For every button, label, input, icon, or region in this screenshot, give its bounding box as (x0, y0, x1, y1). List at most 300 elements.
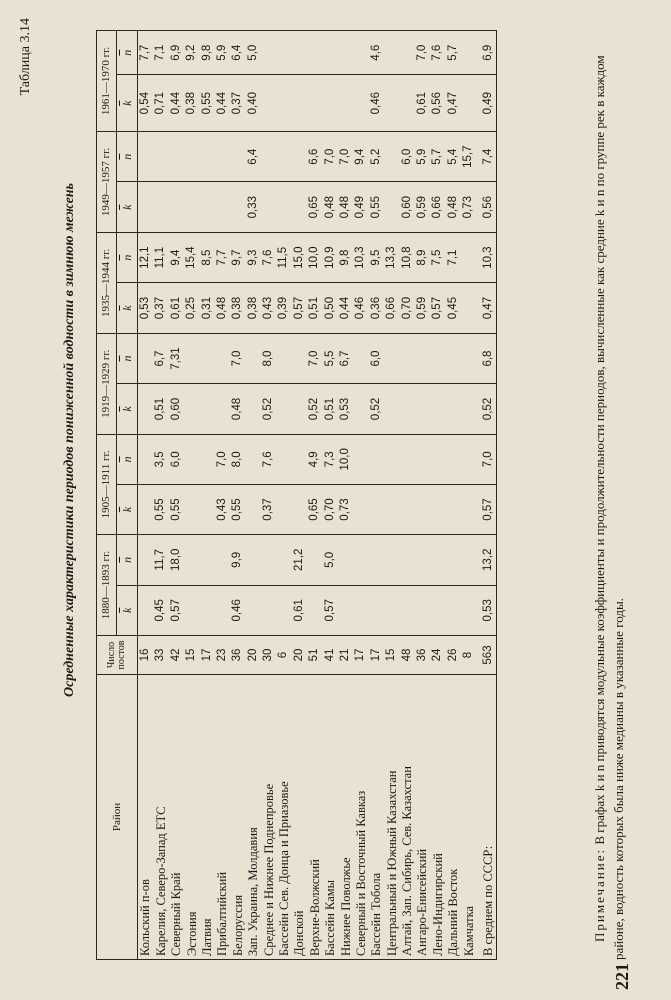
k-value-cell: 0,56 (430, 75, 445, 132)
note-label: Примечание: (592, 847, 607, 942)
n-value-cell: 15,0 (292, 232, 307, 282)
table-row (184, 31, 199, 960)
stations-cell: 51 (307, 636, 322, 675)
n-value-cell (430, 434, 445, 484)
k-value-cell: 0,65 (307, 182, 322, 232)
k-value-cell: 0,54 (138, 75, 154, 132)
k-value-cell (200, 484, 215, 534)
table-row (307, 31, 322, 960)
k-value-cell (400, 585, 415, 635)
k-value-cell: 0,44 (215, 75, 230, 132)
k-value-cell (215, 182, 230, 232)
stations-cell: 24 (430, 636, 445, 675)
k-value-cell: 0,55 (153, 484, 168, 534)
n-value-cell: 10,3 (353, 232, 368, 282)
k-value-cell (369, 484, 384, 534)
n-value-cell: 5,9 (415, 131, 430, 181)
header-k-symbol: $\overline{k}$ (120, 305, 134, 311)
k-value-cell (384, 585, 399, 635)
k-value-cell (169, 182, 184, 232)
stations-cell: 30 (261, 636, 276, 675)
k-value-cell (215, 585, 230, 635)
k-value-cell: 0,50 (323, 283, 338, 333)
k-value-cell: 0,46 (353, 283, 368, 333)
k-value-cell (200, 384, 215, 434)
k-value-cell: 0,51 (153, 384, 168, 434)
k-value-cell: 0,43 (215, 484, 230, 534)
n-value-cell: 21,2 (292, 535, 307, 585)
header-n (117, 535, 138, 585)
n-value-cell: 5,7 (430, 131, 445, 181)
stations-cell: 23 (215, 636, 230, 675)
k-value-cell (230, 182, 245, 232)
n-value-cell: 7,3 (323, 434, 338, 484)
stations-cell: 17 (353, 636, 368, 675)
region-cell: Белоруссия (230, 675, 245, 960)
n-value-cell (415, 333, 430, 383)
header-k (117, 484, 138, 534)
region-cell: Латвия (200, 675, 215, 960)
k-value-cell: 0,37 (230, 75, 245, 132)
k-value-cell: 0,44 (169, 75, 184, 132)
n-value-cell: 8,0 (230, 434, 245, 484)
k-value-cell: 0,48 (323, 182, 338, 232)
n-value-cell (184, 434, 199, 484)
k-value-cell (353, 585, 368, 635)
k-value-cell (353, 75, 368, 132)
header-n (117, 131, 138, 181)
k-value-cell: 0,57 (169, 585, 184, 635)
k-value-cell (292, 484, 307, 534)
n-value-cell (184, 333, 199, 383)
n-value-cell: 9,4 (169, 232, 184, 282)
n-value-cell: 6,7 (153, 333, 168, 383)
n-value-cell (215, 333, 230, 383)
region-cell: Бассейн Сев. Донца и Приазовье (277, 675, 292, 960)
k-value-cell (461, 283, 476, 333)
region-cell: Центральный и Южный Казахстан (384, 675, 399, 960)
k-value-cell: 0,55 (169, 484, 184, 534)
table-label: Таблица 3.14 (18, 18, 33, 96)
region-cell: Северный и Восточный Кавказ (353, 675, 368, 960)
n-value-cell: 11,5 (277, 232, 292, 282)
table-row (415, 31, 430, 960)
n-value-cell (353, 434, 368, 484)
k-value-cell: 0,73 (461, 182, 476, 232)
region-cell: Среднее и Нижнее Поднепровье (261, 675, 276, 960)
k-value-cell: 0,60 (169, 384, 184, 434)
k-value-cell: 0,47 (477, 283, 497, 333)
k-value-cell: 0,46 (369, 75, 384, 132)
k-value-cell: 0,37 (261, 484, 276, 534)
n-value-cell: 12,1 (138, 232, 154, 282)
k-value-cell: 0,59 (415, 283, 430, 333)
k-value-cell (353, 484, 368, 534)
n-value-cell (353, 31, 368, 75)
n-value-cell: 7,5 (430, 232, 445, 282)
stations-cell: 26 (446, 636, 461, 675)
n-value-cell (353, 535, 368, 585)
header-k (117, 75, 138, 132)
stations-cell: 48 (400, 636, 415, 675)
header-k (117, 384, 138, 434)
k-value-cell: 0,37 (153, 283, 168, 333)
k-value-cell (430, 384, 445, 434)
n-value-cell (200, 535, 215, 585)
table-row (277, 31, 292, 960)
k-value-cell (384, 182, 399, 232)
header-n (117, 333, 138, 383)
n-value-cell: 10,3 (477, 232, 497, 282)
table-note (590, 30, 628, 960)
k-value-cell: 0,57 (477, 484, 497, 534)
region-cell: Бассейн Камы (323, 675, 338, 960)
n-value-cell (169, 131, 184, 181)
k-value-cell (323, 75, 338, 132)
k-value-cell (184, 484, 199, 534)
k-value-cell (261, 75, 276, 132)
n-value-cell: 13,3 (384, 232, 399, 282)
k-value-cell: 0,52 (477, 384, 497, 434)
k-value-cell (277, 384, 292, 434)
k-value-cell: 0,53 (138, 283, 154, 333)
n-value-cell: 5,0 (323, 535, 338, 585)
n-value-cell: 3,5 (153, 434, 168, 484)
n-value-cell (461, 434, 476, 484)
k-value-cell: 0,36 (369, 283, 384, 333)
table-row (353, 31, 368, 960)
n-value-cell (415, 434, 430, 484)
k-value-cell (369, 585, 384, 635)
k-value-cell (430, 585, 445, 635)
k-value-cell: 0,48 (215, 283, 230, 333)
k-value-cell: 0,57 (430, 283, 445, 333)
k-value-cell (246, 484, 261, 534)
k-value-cell (277, 484, 292, 534)
k-value-cell: 0,25 (184, 283, 199, 333)
k-value-cell (400, 75, 415, 132)
header-k-symbol: $\overline{k}$ (120, 607, 134, 613)
k-value-cell (461, 75, 476, 132)
k-value-cell (400, 384, 415, 434)
n-value-cell: 7,7 (215, 232, 230, 282)
stations-cell: 15 (184, 636, 199, 675)
table-row (369, 31, 384, 960)
region-cell: Эстония (184, 675, 199, 960)
n-value-cell (307, 535, 322, 585)
header-k-symbol: $\overline{k}$ (120, 506, 134, 513)
n-value-cell: 8,5 (200, 232, 215, 282)
region-cell: Зап. Украина, Молдавия (246, 675, 261, 960)
k-value-cell: 0,45 (153, 585, 168, 635)
k-value-cell: 0,66 (430, 182, 445, 232)
stations-cell: 20 (246, 636, 261, 675)
header-n-symbol: $\overline{n}$ (120, 153, 134, 160)
k-value-cell: 0,52 (261, 384, 276, 434)
k-value-cell: 0,51 (307, 283, 322, 333)
n-value-cell (307, 31, 322, 75)
k-value-cell: 0,38 (230, 283, 245, 333)
k-value-cell (153, 182, 168, 232)
region-cell: В среднем по СССР: (477, 675, 497, 960)
n-value-cell (292, 333, 307, 383)
k-value-cell (338, 75, 353, 132)
n-value-cell: 6,7 (338, 333, 353, 383)
n-value-cell (200, 131, 215, 181)
k-value-cell: 0,48 (338, 182, 353, 232)
table-row (138, 31, 154, 960)
n-value-cell: 6,8 (477, 333, 497, 383)
table-row (200, 31, 215, 960)
n-value-cell (353, 333, 368, 383)
n-value-cell (338, 31, 353, 75)
k-value-cell (200, 182, 215, 232)
table-row (246, 31, 261, 960)
k-value-cell (415, 484, 430, 534)
region-cell: Карелия, Северо-Запад ЕТС (153, 675, 168, 960)
n-value-cell (461, 535, 476, 585)
header-n-symbol: $\overline{n}$ (120, 355, 134, 362)
n-value-cell: 13,2 (477, 535, 497, 585)
n-value-cell: 7,4 (477, 131, 497, 181)
header-n (117, 434, 138, 484)
header-period: 1961—1970 гг. (97, 31, 117, 132)
stations-cell: 563 (477, 636, 497, 675)
header-period: 1880—1893 гг. (97, 535, 117, 636)
k-value-cell: 0,48 (230, 384, 245, 434)
n-value-cell: 15,4 (184, 232, 199, 282)
k-value-cell (246, 384, 261, 434)
k-value-cell (138, 384, 154, 434)
n-value-cell: 4,6 (369, 31, 384, 75)
k-value-cell (446, 484, 461, 534)
header-n (117, 31, 138, 75)
table-row (292, 31, 307, 960)
stations-cell: 17 (369, 636, 384, 675)
k-value-cell: 0,53 (338, 384, 353, 434)
table-row (430, 31, 445, 960)
k-value-cell (277, 75, 292, 132)
n-value-cell (369, 434, 384, 484)
n-value-cell: 9,7 (230, 232, 245, 282)
k-value-cell (246, 585, 261, 635)
n-value-cell: 5,0 (246, 31, 261, 75)
n-value-cell (384, 434, 399, 484)
k-value-cell: 0,39 (277, 283, 292, 333)
k-value-cell (307, 75, 322, 132)
k-value-cell (338, 585, 353, 635)
header-n (117, 232, 138, 282)
k-value-cell: 0,60 (400, 182, 415, 232)
n-value-cell: 9,3 (246, 232, 261, 282)
n-value-cell: 11,7 (153, 535, 168, 585)
table-row (169, 31, 184, 960)
data-table (96, 30, 497, 960)
n-value-cell (446, 333, 461, 383)
region-cell: Ангаро-Енисейский (415, 675, 430, 960)
n-value-cell: 6,0 (369, 333, 384, 383)
n-value-cell (246, 434, 261, 484)
stations-cell: 36 (415, 636, 430, 675)
n-value-cell: 7,0 (307, 333, 322, 383)
n-value-cell: 10,0 (338, 434, 353, 484)
header-n-symbol: $\overline{n}$ (120, 456, 134, 463)
n-value-cell (200, 434, 215, 484)
n-value-cell (246, 333, 261, 383)
n-value-cell (384, 31, 399, 75)
k-value-cell: 0,45 (446, 283, 461, 333)
n-value-cell: 7,0 (323, 131, 338, 181)
n-value-cell: 6,0 (400, 131, 415, 181)
n-value-cell (446, 434, 461, 484)
n-value-cell (153, 131, 168, 181)
region-cell: Дальний Восток (446, 675, 461, 960)
k-value-cell (184, 182, 199, 232)
stations-cell: 33 (153, 636, 168, 675)
n-value-cell (430, 333, 445, 383)
note-text: В графах k и n приводятся модульные коэффициенты и продолжительности периодов, вычисленные как средние k и n по группе рек в каждом районе, водность которых была ниже медианы в указанные годы. (592, 55, 626, 960)
header-period: 1935—1944 гг. (97, 232, 117, 333)
n-value-cell: 4,9 (307, 434, 322, 484)
n-value-cell (400, 31, 415, 75)
k-value-cell: 0,38 (184, 75, 199, 132)
n-value-cell: 5,7 (446, 31, 461, 75)
k-value-cell: 0,44 (338, 283, 353, 333)
k-value-cell: 0,52 (307, 384, 322, 434)
k-value-cell (261, 182, 276, 232)
n-value-cell: 5,2 (369, 131, 384, 181)
header-period: 1949—1957 гг. (97, 131, 117, 232)
n-value-cell (400, 535, 415, 585)
k-value-cell: 0,73 (338, 484, 353, 534)
region-cell: Бассейн Тобола (369, 675, 384, 960)
k-value-cell: 0,55 (369, 182, 384, 232)
n-value-cell (277, 535, 292, 585)
table-row (400, 31, 415, 960)
k-value-cell (138, 484, 154, 534)
n-value-cell (292, 434, 307, 484)
n-value-cell: 10,9 (323, 232, 338, 282)
region-cell: Нижнее Поволжье (338, 675, 353, 960)
k-value-cell (292, 75, 307, 132)
k-value-cell (461, 484, 476, 534)
region-cell: Северный Край (169, 675, 184, 960)
n-value-cell (138, 434, 154, 484)
header-stations: Число постов (97, 636, 138, 675)
n-value-cell: 6,6 (307, 131, 322, 181)
header-k-symbol: $\overline{k}$ (120, 204, 134, 210)
region-cell: Прибалтийский (215, 675, 230, 960)
n-value-cell: 7,7 (138, 31, 154, 75)
k-value-cell (446, 585, 461, 635)
page-number: 221 (612, 963, 632, 990)
stations-cell: 42 (169, 636, 184, 675)
k-value-cell: 0,52 (369, 384, 384, 434)
stations-cell: 17 (200, 636, 215, 675)
header-k-symbol: $\overline{k}$ (120, 100, 134, 106)
n-value-cell (138, 333, 154, 383)
k-value-cell: 0,71 (153, 75, 168, 132)
region-cell: Кольский п-ов (138, 675, 154, 960)
k-value-cell (384, 384, 399, 434)
header-region: Район (97, 675, 138, 960)
stations-cell: 15 (384, 636, 399, 675)
table-row (446, 31, 461, 960)
n-value-cell: 15,7 (461, 131, 476, 181)
n-value-cell (323, 31, 338, 75)
header-k (117, 585, 138, 635)
n-value-cell (184, 535, 199, 585)
n-value-cell (215, 131, 230, 181)
n-value-cell: 6,9 (477, 31, 497, 75)
k-value-cell: 0,70 (400, 283, 415, 333)
k-value-cell: 0,57 (292, 283, 307, 333)
n-value-cell (292, 131, 307, 181)
n-value-cell: 10,8 (400, 232, 415, 282)
k-value-cell: 0,31 (200, 283, 215, 333)
region-cell: Лено-Индигирский (430, 675, 445, 960)
table-body (138, 31, 497, 960)
n-value-cell (461, 31, 476, 75)
k-value-cell (353, 384, 368, 434)
header-n-symbol: $\overline{n}$ (120, 556, 134, 563)
k-value-cell: 0,61 (292, 585, 307, 635)
header-k (117, 182, 138, 232)
n-value-cell (415, 535, 430, 585)
n-value-cell: 7,0 (230, 333, 245, 383)
n-value-cell: 7,0 (415, 31, 430, 75)
stations-cell: 8 (461, 636, 476, 675)
n-value-cell (430, 535, 445, 585)
k-value-cell: 0,61 (169, 283, 184, 333)
k-value-cell (461, 384, 476, 434)
n-value-cell: 6,0 (169, 434, 184, 484)
k-value-cell: 0,33 (246, 182, 261, 232)
stations-cell: 20 (292, 636, 307, 675)
n-value-cell (184, 131, 199, 181)
table-row (230, 31, 245, 960)
n-value-cell: 6,4 (246, 131, 261, 181)
k-value-cell (277, 585, 292, 635)
k-value-cell: 0,56 (477, 182, 497, 232)
k-value-cell (384, 75, 399, 132)
n-value-cell (230, 131, 245, 181)
n-value-cell: 6,9 (169, 31, 184, 75)
k-value-cell (138, 585, 154, 635)
region-cell: Камчатка (461, 675, 476, 960)
n-value-cell: 18,0 (169, 535, 184, 585)
k-value-cell: 0,57 (323, 585, 338, 635)
k-value-cell (184, 585, 199, 635)
k-value-cell (415, 585, 430, 635)
n-value-cell: 5,9 (215, 31, 230, 75)
n-value-cell: 7,0 (477, 434, 497, 484)
k-value-cell: 0,55 (230, 484, 245, 534)
k-value-cell: 0,55 (200, 75, 215, 132)
k-value-cell (292, 384, 307, 434)
k-value-cell: 0,47 (446, 75, 461, 132)
stations-cell: 21 (338, 636, 353, 675)
k-value-cell (261, 585, 276, 635)
k-value-cell: 0,51 (323, 384, 338, 434)
k-value-cell: 0,61 (415, 75, 430, 132)
n-value-cell (261, 535, 276, 585)
n-value-cell (200, 333, 215, 383)
table-row (323, 31, 338, 960)
stations-cell: 41 (323, 636, 338, 675)
n-value-cell (277, 131, 292, 181)
n-value-cell (277, 434, 292, 484)
